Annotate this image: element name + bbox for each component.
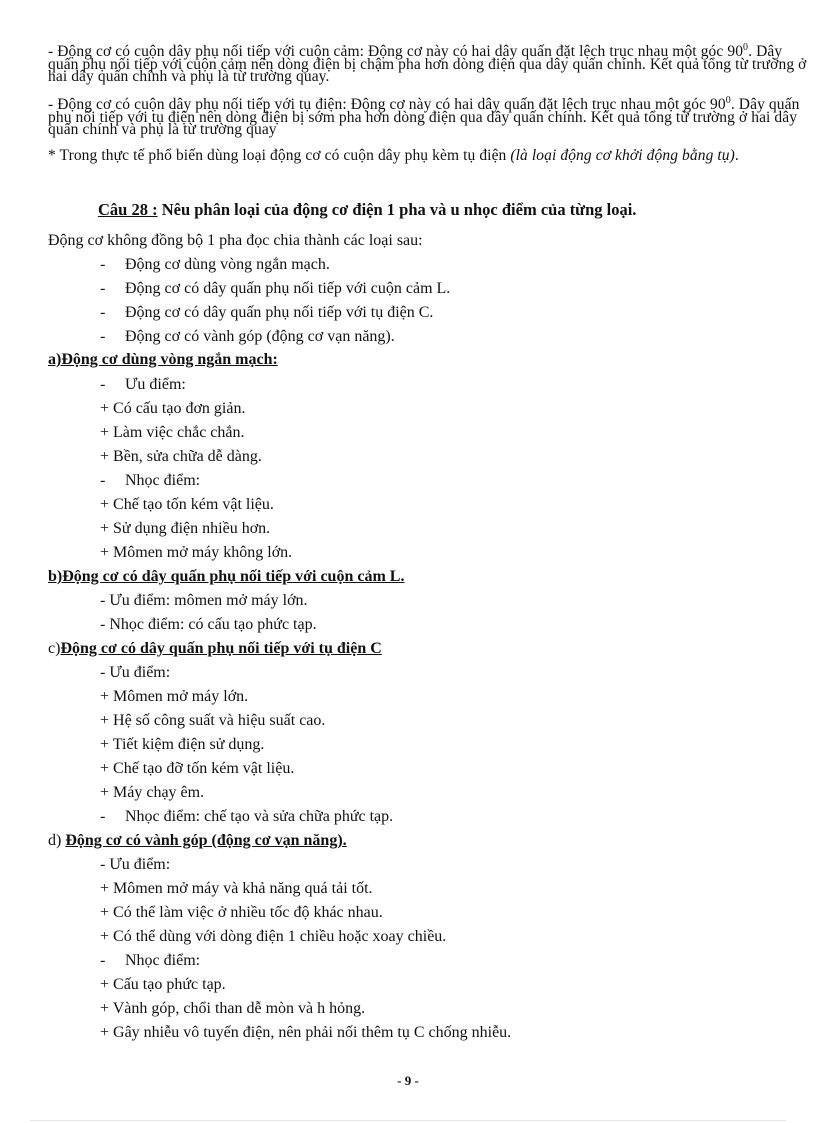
section-c-heading bbox=[48, 640, 382, 658]
paragraph-text: . Dây quấn phụ nối tiếp với cuộn cảm nên dòng điện bị chậm pha hơn dòng điện qua dây quấn chính. Kết quả tổng từ trường ở hai dây quấn chính và phụ là từ trường quay. bbox=[48, 43, 807, 85]
question-label: Câu 28 : bbox=[98, 200, 158, 219]
label-text: Nhọc điểm: bbox=[125, 952, 201, 969]
list-item: + Mômen mở máy lớn. bbox=[100, 688, 249, 705]
type-text: Động cơ có dây quấn phụ nối tiếp với cuộn cảm L. bbox=[125, 280, 451, 297]
type-item: - Động cơ có dây quấn phụ nối tiếp với cuộn cảm L. bbox=[100, 280, 451, 297]
list-item: + Chế tạo đỡ tốn kém vật liệu. bbox=[100, 760, 295, 777]
list-item: + Cấu tạo phức tạp. bbox=[100, 976, 226, 993]
list-item: + Có thể dùng với dòng điện 1 chiều hoặc xoay chiều. bbox=[100, 928, 447, 945]
classification-intro: Động cơ không đồng bộ 1 pha đọc chia thành các loại sau: bbox=[48, 232, 423, 249]
list-item: + Chế tạo tốn kém vật liệu. bbox=[100, 496, 274, 513]
list-item: + Có cấu tạo đơn giản. bbox=[100, 400, 246, 417]
section-a-heading: a)Động cơ dùng vòng ngắn mạch: bbox=[48, 351, 278, 368]
type-text: Động cơ có vành góp (động cơ vạn năng). bbox=[125, 328, 395, 345]
superscript: 0 bbox=[743, 41, 749, 53]
section-c-disadvantage: - Nhọc điểm: chế tạo và sửa chữa phức tạp. bbox=[100, 808, 394, 825]
list-item: + Có thể làm việc ở nhiều tốc độ khác nhau. bbox=[100, 904, 383, 921]
list-item: + Sử dụng điện nhiều hơn. bbox=[100, 520, 271, 537]
list-item: + Vành góp, chổi than dễ mòn và h hỏng. bbox=[100, 1000, 366, 1017]
section-a-adv-label: - Ưu điểm: bbox=[100, 376, 186, 393]
page-number: - 9 - bbox=[397, 1073, 419, 1088]
type-text: Động cơ dùng vòng ngắn mạch. bbox=[125, 256, 330, 273]
type-item: - Động cơ có dây quấn phụ nối tiếp với tụ điện C. bbox=[100, 304, 434, 321]
list-item: + Mômen mở máy không lớn. bbox=[100, 544, 293, 561]
list-item: + Tiết kiệm điện sử dụng. bbox=[100, 736, 265, 753]
heading-text: Động cơ có dây quấn phụ nối tiếp với tụ điện C bbox=[60, 640, 382, 657]
section-b-advantage: - Ưu điểm: mômen mở máy lớn. bbox=[100, 592, 308, 609]
section-d-dis-label: - Nhọc điểm: bbox=[100, 952, 201, 969]
question-text: Nêu phân loại của động cơ điện 1 pha và u nhọc điểm của từng loại. bbox=[157, 200, 637, 219]
question-title bbox=[98, 200, 636, 220]
section-d-heading bbox=[48, 832, 347, 850]
list-item: + Làm việc chắc chắn. bbox=[100, 424, 245, 441]
type-item: - Động cơ có vành góp (động cơ vạn năng). bbox=[100, 328, 395, 345]
heading-prefix: c) bbox=[48, 640, 61, 657]
section-a-dis-label: - Nhọc điểm: bbox=[100, 472, 201, 489]
paragraph-capacitor-motor bbox=[48, 94, 808, 138]
italic-text: (là loại động cơ khởi động bằng tụ) bbox=[510, 147, 735, 164]
label-text: Ưu điểm: bbox=[125, 376, 186, 393]
paragraph-text: - Động cơ có cuộn dây phụ nối tiếp với cuộn cảm: Động cơ này có hai dây quấn đặt lệch trục nhau một góc 90 bbox=[48, 43, 744, 60]
type-item: - Động cơ dùng vòng ngắn mạch. bbox=[100, 256, 330, 273]
section-d-adv-label: - Ưu điểm: bbox=[100, 856, 171, 873]
paragraph-text: . Dây quấn phụ nối tiếp với tụ điện nên dòng điện bị sớm pha hơn dòng điện qua dây quấn chính. Kết quả tổng từ trường ở hai dây quấn chính và phụ là từ trường quay bbox=[48, 96, 800, 138]
list-item: + Hệ số công suất và hiệu suất cao. bbox=[100, 712, 326, 729]
superscript: 0 bbox=[725, 94, 731, 106]
list-item: + Gây nhiễu vô tuyến điện, nên phải nối thêm tụ C chống nhiễu. bbox=[100, 1024, 512, 1041]
heading-prefix: d) bbox=[48, 832, 66, 849]
label-text: Nhọc điểm: chế tạo và sửa chữa phức tạp. bbox=[125, 808, 394, 825]
paragraph-inductor-motor bbox=[48, 41, 808, 85]
paragraph-text: . bbox=[734, 147, 739, 164]
label-text: Nhọc điểm: bbox=[125, 472, 201, 489]
paragraph-text: * Trong thực tế phổ biến dùng loại động cơ có cuộn dây phụ kèm tụ điện bbox=[48, 147, 511, 164]
list-item: + Máy chạy êm. bbox=[100, 784, 205, 801]
type-text: Động cơ có dây quấn phụ nối tiếp với tụ điện C. bbox=[125, 304, 434, 321]
paragraph-note bbox=[48, 147, 808, 164]
heading-text: Động cơ có vành góp (động cơ vạn năng). bbox=[65, 832, 347, 849]
footer-divider bbox=[30, 1120, 786, 1121]
list-item: + Bền, sửa chữa dễ dàng. bbox=[100, 448, 262, 465]
list-item: + Mômen mở máy và khả năng quá tải tốt. bbox=[100, 880, 373, 897]
section-c-adv-label: - Ưu điểm: bbox=[100, 664, 171, 681]
paragraph-text: - Động cơ có cuộn dây phụ nối tiếp với tụ điện: Động cơ này có hai dây quấn đặt lệch trục nhau một góc 90 bbox=[48, 96, 726, 113]
section-b-heading: b)Động cơ có dây quấn phụ nối tiếp với cuộn cảm L. bbox=[48, 568, 405, 585]
section-b-disadvantage: - Nhọc điểm: có cấu tạo phức tạp. bbox=[100, 616, 317, 633]
